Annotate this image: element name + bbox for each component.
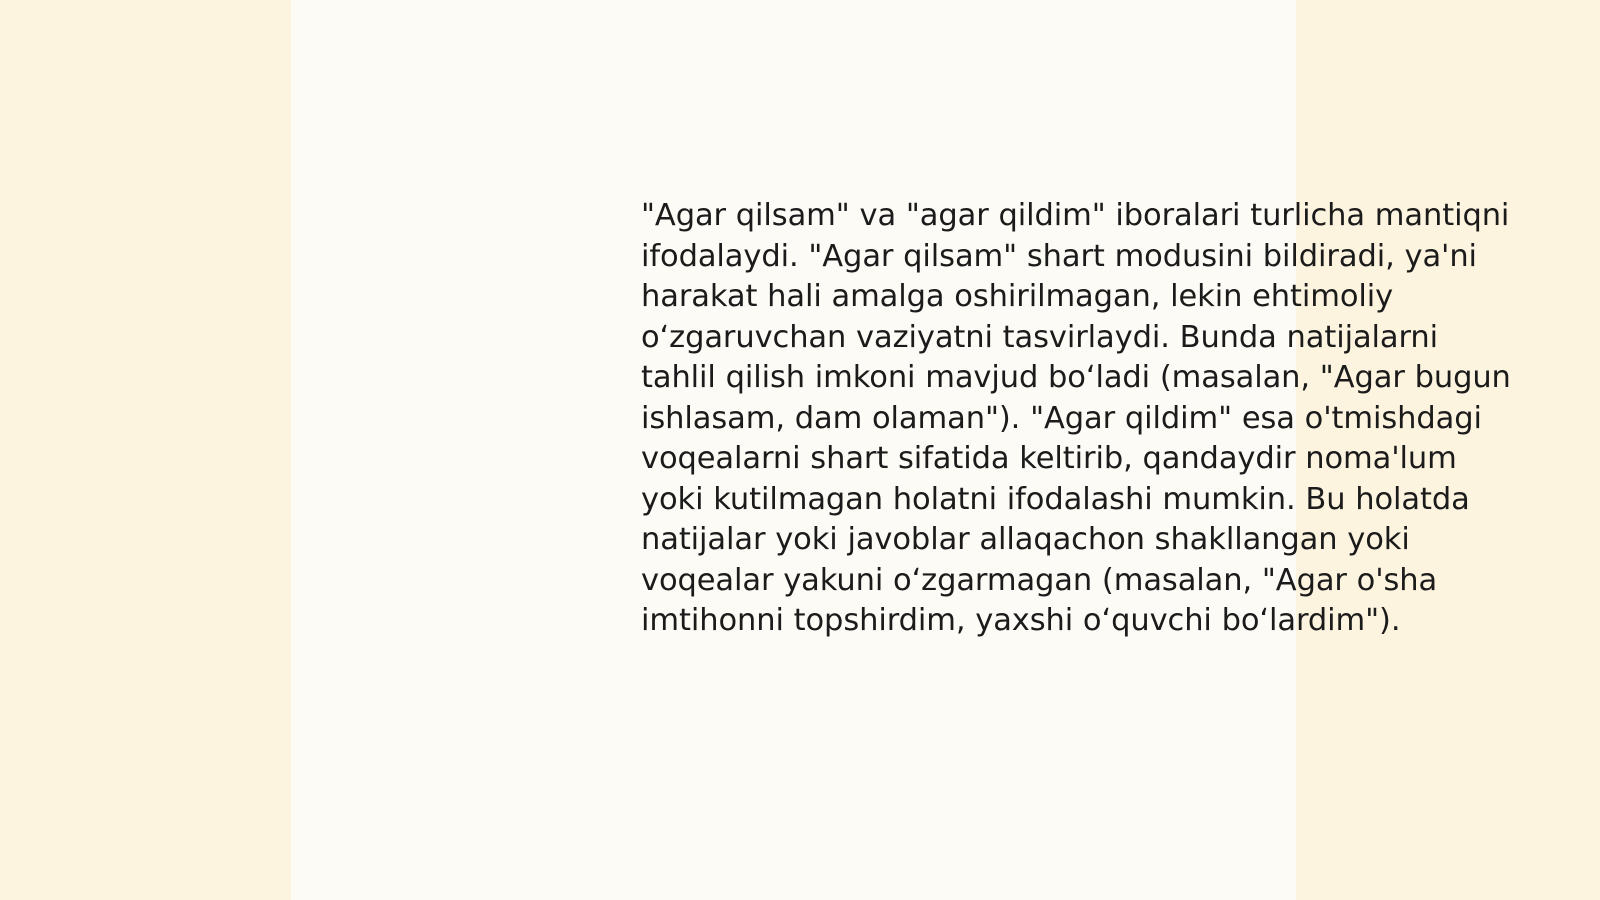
text-block — [641, 196, 1521, 642]
content-panel — [291, 0, 1521, 900]
body-paragraph: "Agar qilsam" va "agar qildim" iboralari turlicha mantiqni ifodalaydi. "Agar qilsam" shart modusini bildiradi, ya'ni harakat hali amalga oshirilmagan, lekin ehtimoliy o‘zgaruvchan vaziyatni tasvirlaydi. Bunda natijalarni tahlil qilish imkoni mavjud bo‘ladi (masalan, "Agar bugun ishlasam, dam olaman"). "Agar qildim" esa o'tmishdagi voqealarni shart sifatida keltirib, qandaydir noma'lum yoki kutilmagan holatni ifodalashi mumkin. Bu holatda natijalar yoki javoblar allaqachon shakllangan yoki voqealar yakuni o‘zgarmagan (masalan, "Agar o'sha imtihonni topshirdim, yaxshi o‘quvchi bo‘lardim"). — [641, 198, 1521, 638]
